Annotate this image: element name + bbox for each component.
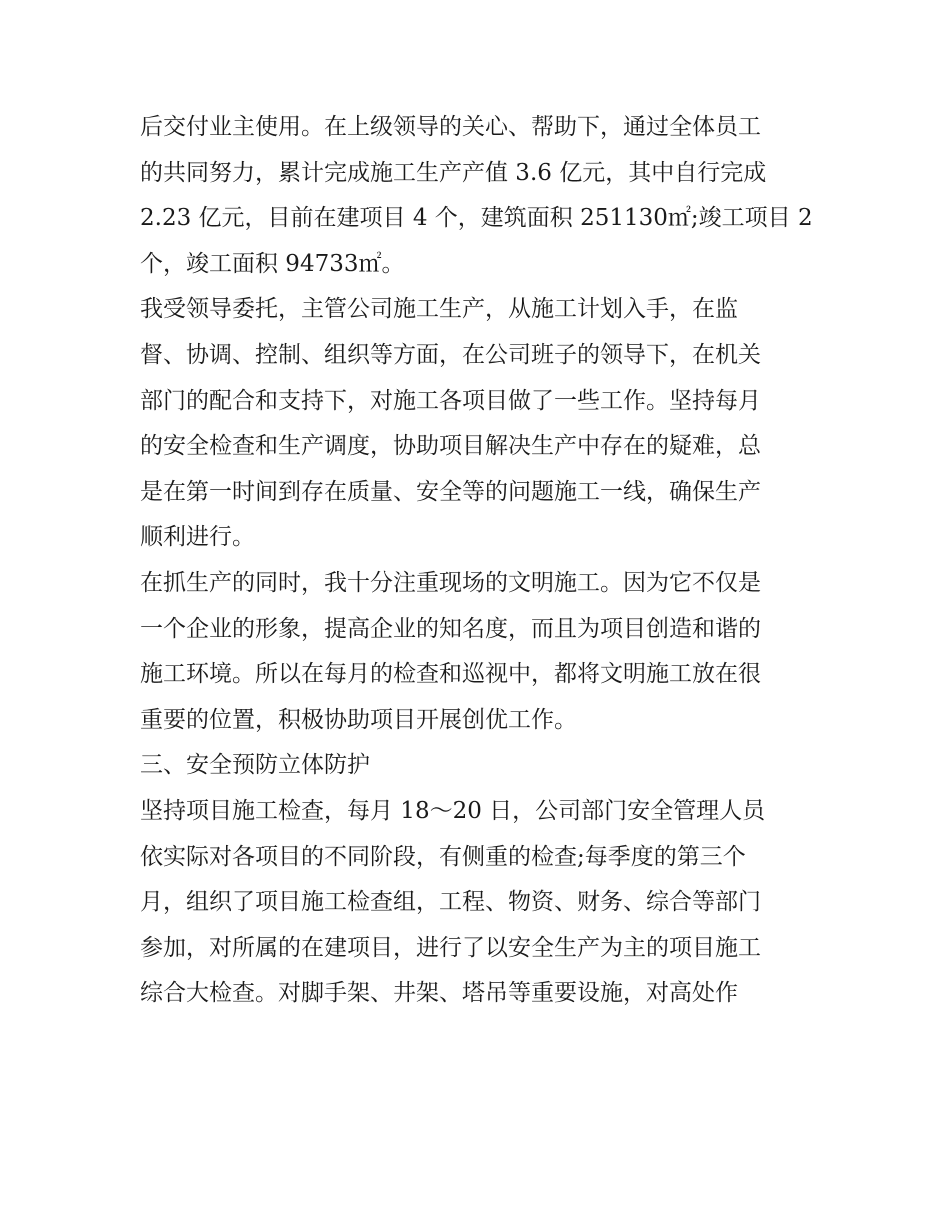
text-line: 部门的配合和支持下，对施工各项目做了一些工作。坚持每月	[140, 387, 761, 414]
text-line: 2.23 亿元，目前在建项目 4 个，建筑面积 251130㎡;竣工项目 2	[140, 205, 813, 232]
text-line: 的安全检查和生产调度，协助项目解决生产中存在的疑难，总	[140, 433, 761, 460]
text-line: 顺利进行。	[140, 524, 255, 551]
text-line: 是在第一时间到存在质量、安全等的问题施工一线，确保生产	[140, 478, 761, 505]
text-line: 参加，对所属的在建项目，进行了以安全生产为主的项目施工	[140, 934, 761, 961]
text-line: 在抓生产的同时，我十分注重现场的文明施工。因为它不仅是	[140, 569, 761, 596]
text-line: 一个企业的形象，提高企业的知名度，而且为项目创造和谐的	[140, 615, 761, 642]
text-line: 个，竣工面积 94733㎡。	[140, 250, 405, 277]
text-line: 重要的位置，积极协助项目开展创优工作。	[140, 706, 577, 733]
text-line: 综合大检查。对脚手架、井架、塔吊等重要设施，对高处作	[140, 980, 738, 1007]
text-line: 的共同努力，累计完成施工生产产值 3.6 亿元，其中自行完成	[140, 159, 767, 186]
text-line: 施工环境。所以在每月的检查和巡视中，都将文明施工放在很	[140, 661, 761, 688]
text-line: 督、协调、控制、组织等方面，在公司班子的领导下，在机关	[140, 341, 761, 368]
text-line: 我受领导委托，主管公司施工生产，从施工计划入手，在监	[140, 296, 738, 323]
section-heading: 三、安全预防立体防护	[140, 752, 370, 779]
text-line: 后交付业主使用。在上级领导的关心、帮助下，通过全体员工	[140, 114, 761, 140]
document-body	[140, 105, 830, 1017]
text-line: 依实际对各项目的不同阶段，有侧重的检查;每季度的第三个	[140, 843, 746, 870]
text-line: 坚持项目施工检查，每月 18～20 日，公司部门安全管理人员	[140, 797, 766, 824]
text-line: 月，组织了项目施工检查组，工程、物资、财务、综合等部门	[140, 889, 761, 916]
